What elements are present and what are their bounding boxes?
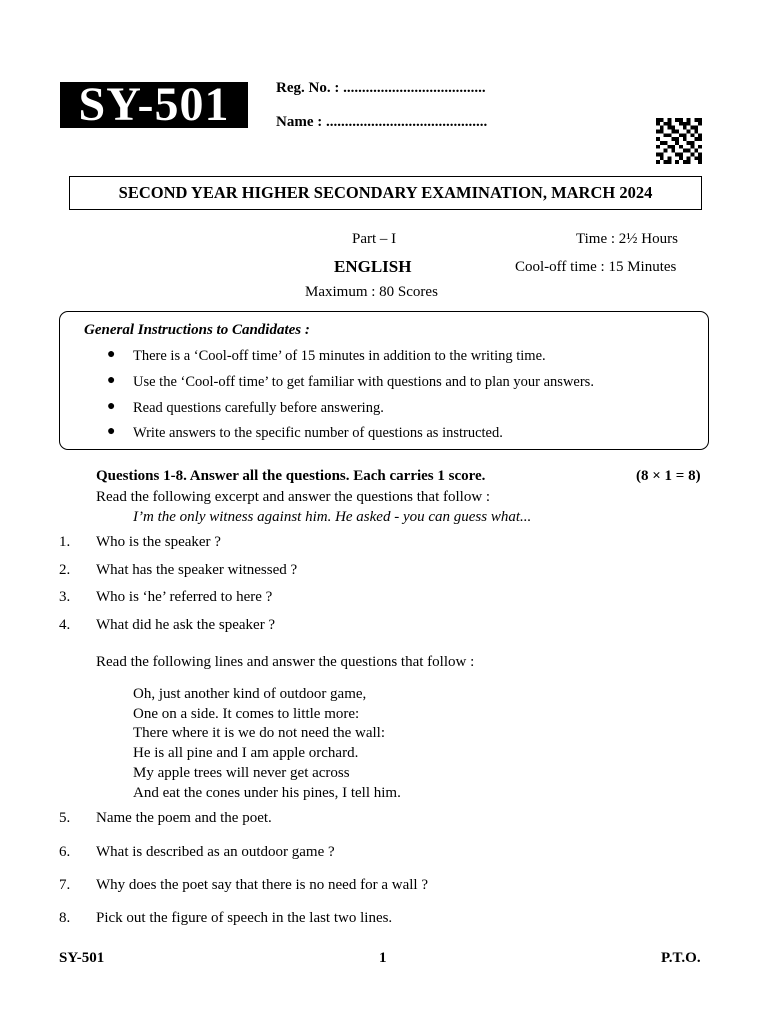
poem-line: He is all pine and I am apple orchard. — [133, 745, 359, 761]
question-text: Name the poem and the poet. — [96, 810, 272, 826]
pto-label: P.T.O. — [661, 950, 701, 966]
page-number: 1 — [379, 950, 387, 966]
poem-line: And eat the cones under his pines, I tell him. — [133, 785, 401, 801]
maximum-score: Maximum : 80 Scores — [305, 284, 438, 300]
subject-title: ENGLISH — [334, 257, 412, 276]
question-number: 1. — [59, 534, 71, 550]
question-text: What did he ask the speaker ? — [96, 617, 276, 633]
question-text: What has the speaker witnessed ? — [96, 562, 298, 578]
question-number: 4. — [59, 617, 71, 633]
question-number: 7. — [59, 877, 71, 893]
instruction-item: Read questions carefully before answering. — [133, 400, 384, 416]
part-label: Part – I — [352, 231, 397, 247]
instruction-item: There is a ‘Cool-off time’ of 15 minutes in addition to the writing time. — [133, 348, 546, 364]
question-text: Who is the speaker ? — [96, 534, 221, 550]
section-heading: Questions 1-8. Answer all the questions. Each carries 1 score. — [96, 468, 486, 484]
poem-line: There where it is we do not need the wall: — [133, 725, 385, 741]
time-duration: Time : 2½ Hours — [576, 231, 678, 247]
reg-no-field: Reg. No. : ...................................... — [276, 80, 486, 96]
instruction-item: Use the ‘Cool-off time’ to get familiar with questions and to plan your answers. — [133, 374, 594, 390]
question-text: What is described as an outdoor game ? — [96, 844, 335, 860]
question-number: 3. — [59, 589, 71, 605]
paper-code-box: SY-501 — [60, 82, 248, 128]
question-text: Why does the poet say that there is no need for a wall ? — [96, 877, 428, 893]
cool-off-time: Cool-off time : 15 Minutes — [515, 259, 677, 275]
name-field: Name : ........................................... — [276, 114, 488, 130]
poem-line: One on a side. It comes to little more: — [133, 706, 360, 722]
question-text: Pick out the figure of speech in the last two lines. — [96, 910, 393, 926]
question-number: 5. — [59, 810, 71, 826]
instruction-item: Write answers to the specific number of questions as instructed. — [133, 425, 503, 441]
poem-line: My apple trees will never get across — [133, 765, 350, 781]
qr-code-icon — [655, 118, 703, 164]
poem-line: Oh, just another kind of outdoor game, — [133, 686, 367, 702]
exam-title: SECOND YEAR HIGHER SECONDARY EXAMINATION, MARCH 2024 — [69, 176, 702, 210]
question-number: 2. — [59, 562, 71, 578]
poem-intro: Read the following lines and answer the questions that follow : — [96, 654, 475, 670]
section-score: (8 × 1 = 8) — [636, 468, 701, 484]
question-text: Who is ‘he’ referred to here ? — [96, 589, 273, 605]
bullet-icon: ● — [107, 399, 116, 414]
excerpt-quote: I’m the only witness against him. He asked - you can guess what... — [133, 509, 532, 525]
excerpt-intro: Read the following excerpt and answer the questions that follow : — [96, 489, 491, 505]
footer-code: SY-501 — [59, 950, 105, 966]
bullet-icon: ● — [107, 373, 116, 388]
question-number: 8. — [59, 910, 71, 926]
question-number: 6. — [59, 844, 71, 860]
bullet-icon: ● — [107, 347, 116, 362]
instructions-title: General Instructions to Candidates : — [84, 322, 310, 338]
bullet-icon: ● — [107, 424, 116, 439]
